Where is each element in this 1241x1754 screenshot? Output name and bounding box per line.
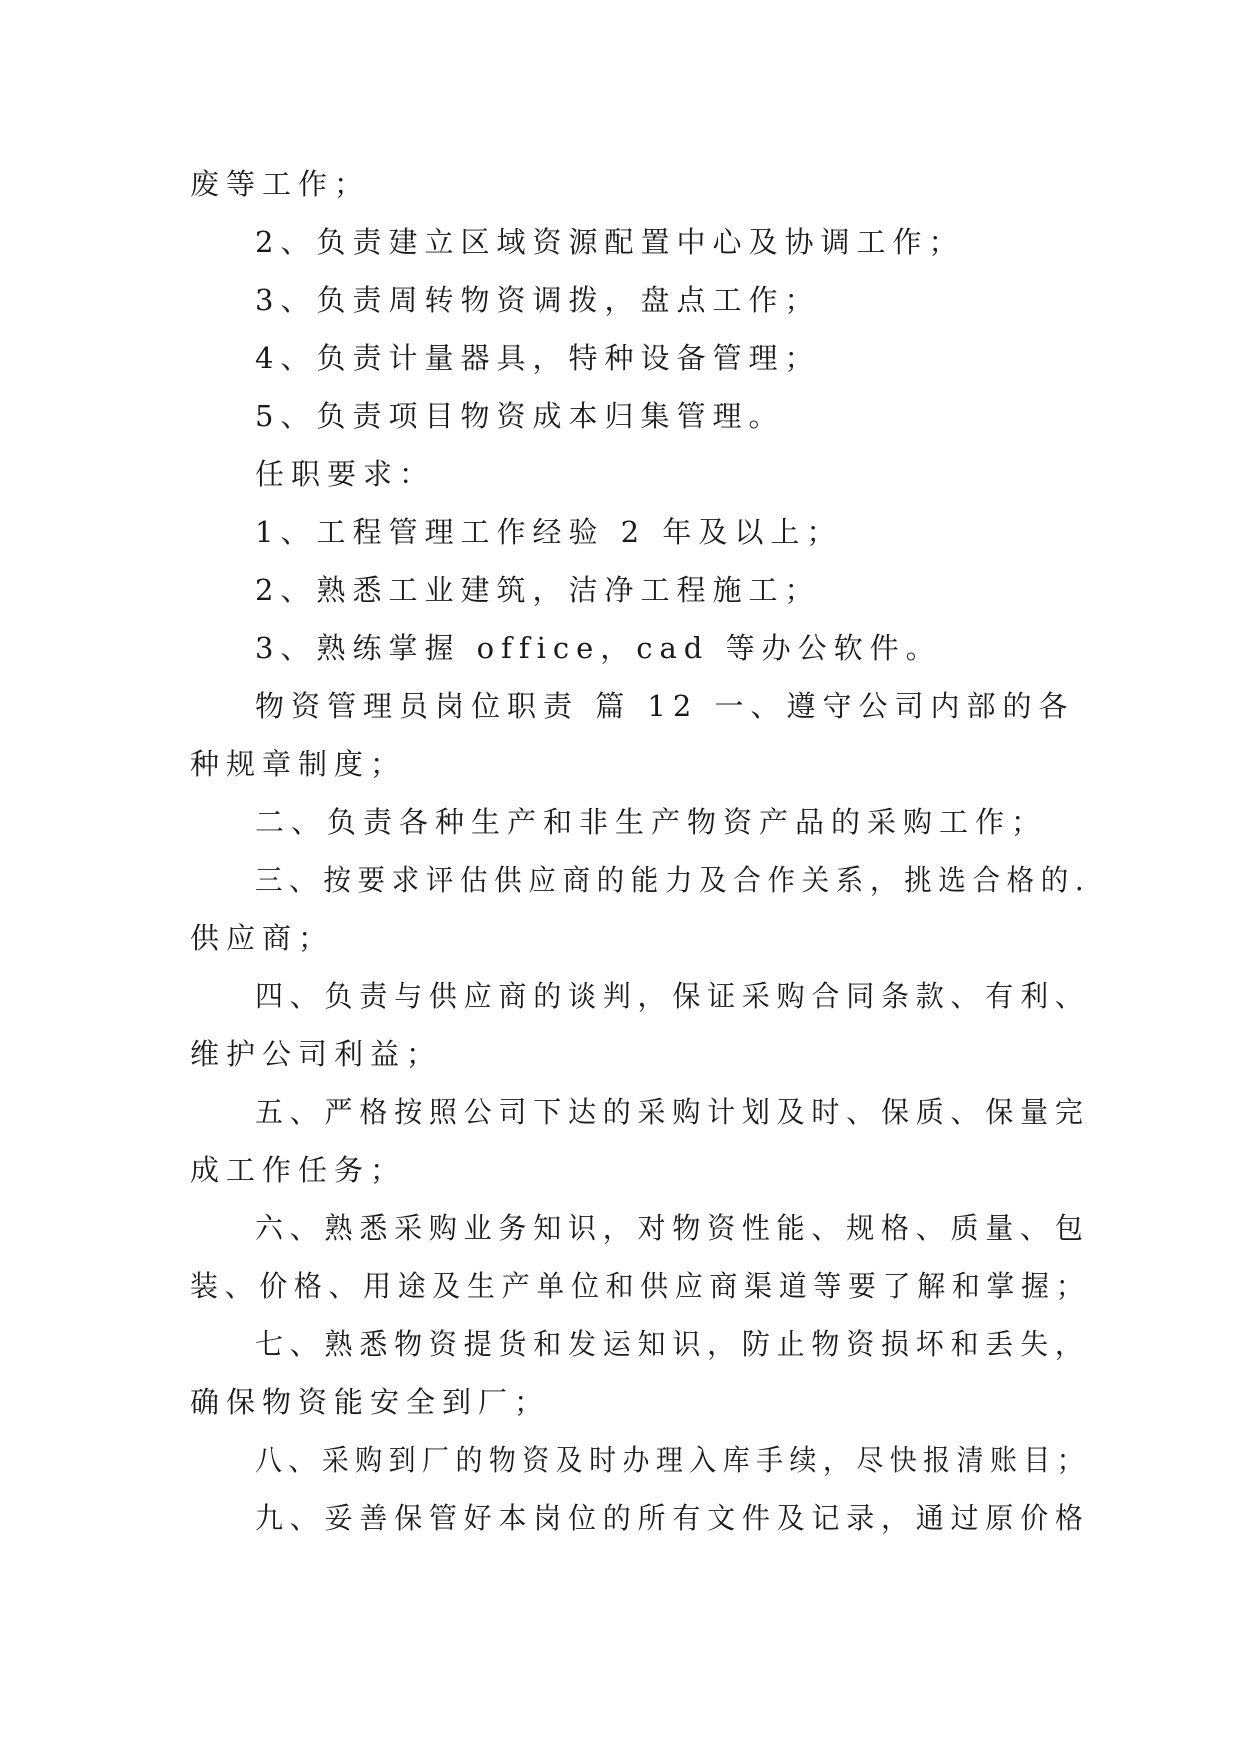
text-line: 4、负责计量器具，特种设备管理；: [255, 341, 821, 375]
text-line: 供应商；: [190, 921, 335, 955]
text-line: 种规章制度；: [190, 747, 407, 781]
text-line: 二、负责各种生产和非生产物资产品的采购工作；: [255, 805, 1048, 839]
text-line: 装、价格、用途及生产单位和供应商渠道等要了解和掌握；: [190, 1269, 1091, 1303]
text-line: 三、按要求评估供应商的能力及合作关系，挑选合格的.: [255, 863, 1091, 897]
text-line: 2、熟悉工业建筑，洁净工程施工；: [255, 573, 821, 607]
text-line: 维护公司利益；: [190, 1037, 443, 1071]
text-line: 八、采购到厂的物资及时办理入库手续，尽快报清账目；: [255, 1443, 1091, 1477]
text-line: 六、熟悉采购业务知识，对物资性能、规格、质量、包: [255, 1211, 1090, 1245]
text-line: 废等工作；: [190, 167, 371, 201]
text-line: 1、工程管理工作经验 2 年及以上；: [255, 515, 843, 549]
text-line: 2、负责建立区域资源配置中心及协调工作；: [255, 225, 965, 259]
text-line: 3、熟练掌握 office，cad 等办公软件。: [255, 631, 942, 665]
section-heading: 任职要求：: [255, 457, 436, 491]
text-line: 确保物资能安全到厂；: [190, 1385, 551, 1419]
text-line: 七、熟悉物资提货和发运知识，防止物资损坏和丢失，: [255, 1327, 1090, 1361]
text-line: 四、负责与供应商的谈判，保证采购合同条款、有利、: [255, 979, 1090, 1013]
text-line: 五、严格按照公司下达的采购计划及时、保质、保量完: [255, 1095, 1090, 1129]
section-title-line: 物资管理员岗位职责 篇 12 一、遵守公司内部的各: [255, 689, 1075, 723]
text-line: 九、妥善保管好本岗位的所有文件及记录，通过原价格: [255, 1501, 1090, 1535]
text-line: 3、负责周转物资调拨，盘点工作；: [255, 283, 821, 317]
text-line: 成工作任务；: [190, 1153, 407, 1187]
text-line: 5、负责项目物资成本归集管理。: [255, 399, 785, 433]
